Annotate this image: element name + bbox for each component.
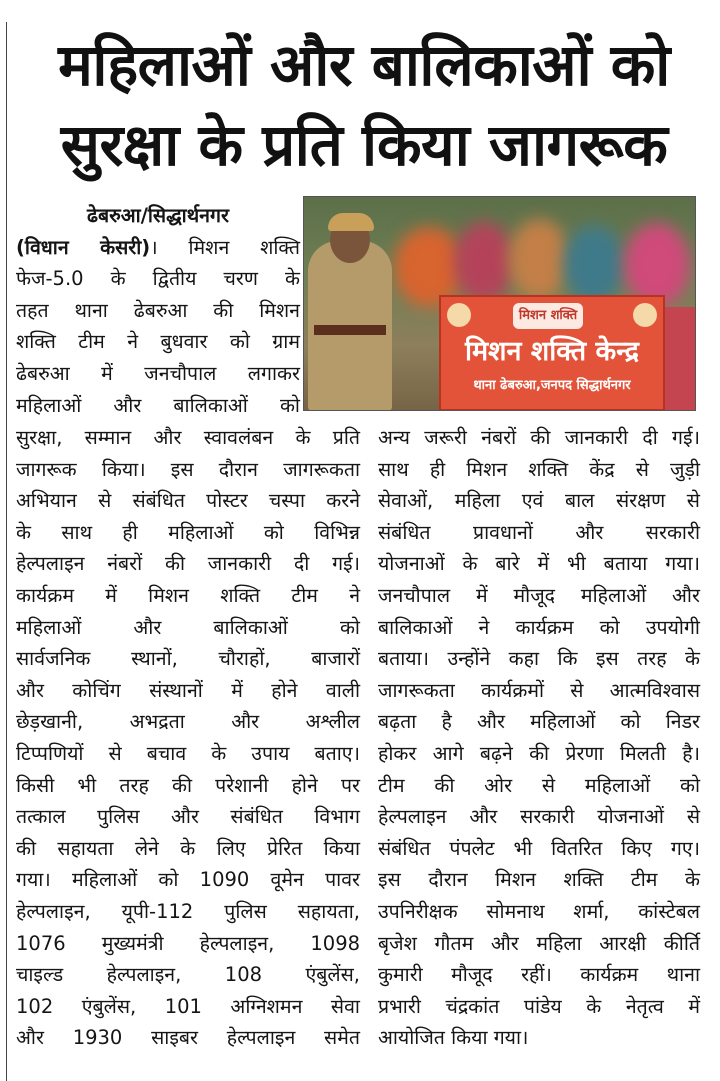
article-text-line: सार्वजनिक स्थानों, चौराहों, बाजारों [16,647,360,671]
column-1-bottom [16,422,360,1054]
article-text-line: साथ ही मिशन शक्ति केंद्र से जुड़ी [378,457,701,481]
article-text-line: बढ़ता है और महिलाओं को निडर [378,710,701,734]
article-text-line: टीम की ओर से महिलाओं को [378,773,701,797]
blurred-person [454,222,514,302]
article-text-line: अभियान से संबंधित पोस्टर चस्पा करने [16,489,361,513]
article-text-line: चाइल्ड हेल्पलाइन, 108 एंबुलेंस, [16,963,360,987]
article-text-line: उपनिरीक्षक सोमनाथ शर्मा, कांस्टेबल [378,899,700,923]
article-text-line: योजनाओं के बारे में भी बताया गया। [378,552,700,576]
article-text-line: आयोजित किया गया। [378,1026,529,1050]
article-text-line: बालिकाओं ने कार्यक्रम को उपयोगी [378,615,700,639]
article-text-line: हेल्पलाइन, यूपी-112 पुलिस सहायता, [16,899,360,923]
article-text-line: तत्काल पुलिस और संबंधित विभाग [16,805,360,829]
article-text-line: के साथ ही महिलाओं को विभिन्न [16,520,360,544]
byline-line [16,232,300,264]
column-2 [378,422,700,1054]
article-text-line: कुमारी मौजूद रहीं। कार्यक्रम थाना [378,963,701,987]
article-text-line: जागरूक किया। इस दौरान जागरूकता [16,457,360,481]
seal-icon [447,303,471,327]
news-photo [303,196,696,411]
article-text-line: । मिशन शक्ति [150,235,300,259]
headline-line-2: सुरक्षा के प्रति किया जागरूक [60,111,668,179]
article-text-line: सेवाओं, महिला एवं बाल संरक्षण से [378,489,700,513]
article-text-line: बताया। उन्होंने कहा कि इस तरह के [378,647,701,671]
article-text-line: जागरूकता कार्यक्रमों से आत्मविश्वास [378,678,701,702]
column-rule [6,22,7,1081]
article-text-line: और कोचिंग संस्थानों में होने वाली [16,678,361,702]
article-text-line: टिप्पणियों से बचाव के उपाय बताए। [16,741,360,765]
article-text-line: प्रभारी चंद्रकांत पांडेय के नेतृत्व में [378,994,701,1018]
officer-cap [328,213,374,231]
article-text-line: बृजेश गौतम और महिला आरक्षी कीर्ति [378,931,701,955]
article-text-line: 102 एंबुलेंस, 101 अग्निशमन सेवा [16,994,360,1018]
article-text-line: गया। महिलाओं को 1090 वूमेन पावर [16,868,361,892]
mission-shakti-banner [439,295,665,411]
article-text-line: महिलाओं और बालिकाओं को [16,615,360,639]
blurred-person [564,225,624,305]
article-text-line: हेल्पलाइन नंबरों की जानकारी दी गई। [16,552,361,576]
byline-source: (विधान केसरी) [16,235,151,259]
article-text-line: तहत थाना ढेबरुआ की मिशन [16,298,301,322]
article-text-line: महिलाओं और बालिकाओं को [16,393,300,417]
banner-subtitle: थाना ढेबरुआ,जनपद सिद्धार्थनगर [473,378,631,393]
headline-line-1: महिलाओं और बालिकाओं को [58,31,670,99]
seal-icon [633,303,657,327]
article-text-line: सुरक्षा, सम्मान और स्वावलंबन के प्रति [16,426,360,449]
article-text-line: जनचौपाल में मौजूद महिलाओं और [378,583,700,607]
dateline: ढेबरुआ/सिद्धार्थनगर [87,204,229,227]
article-text-line: किसी भी तरह की परेशानी होने पर [16,773,361,797]
article-text-line: शक्ति टीम ने बुधवार को ग्राम [16,330,301,354]
article-text-line: और 1930 साइबर हेल्पलाइन समेत [16,1026,361,1050]
article-text-line: छेड़खानी, अभद्रता और अश्लील [16,710,360,734]
article-text-line: की सहायता लेने के लिए प्रेरित किया [16,836,360,860]
article-text-line: हेल्पलाइन और सरकारी योजनाओं से [378,805,701,829]
article-text-line: संबंधित प्रावधानों और सरकारी [378,520,701,544]
banner-logo: मिशन शक्ति [513,303,583,329]
blurred-person [509,219,569,299]
banner-title: मिशन शक्ति केन्द्र [465,336,639,367]
article-text-line: ढेबरुआ में जनचौपाल लगाकर [16,361,301,385]
article-text-line: संबंधित पंपलेट भी वितरित किए गए। [378,836,700,860]
article-text-line: फेज-5.0 के द्वितीय चरण के [16,267,301,291]
article-text-line: कार्यक्रम में मिशन शक्ति टीम ने [16,583,361,607]
article-text-line: इस दौरान मिशन शक्ति टीम के [378,868,700,892]
officer-belt [314,325,386,335]
article-text-line: 1076 मुख्यमंत्री हेल्पलाइन, 1098 [16,931,361,955]
article-text-line: होकर आगे बढ़ने की प्रेरणा मिलती है। [378,741,701,765]
column-1-top [16,200,300,421]
article-text-line: अन्य जरूरी नंबरों की जानकारी दी गई। [378,426,700,449]
